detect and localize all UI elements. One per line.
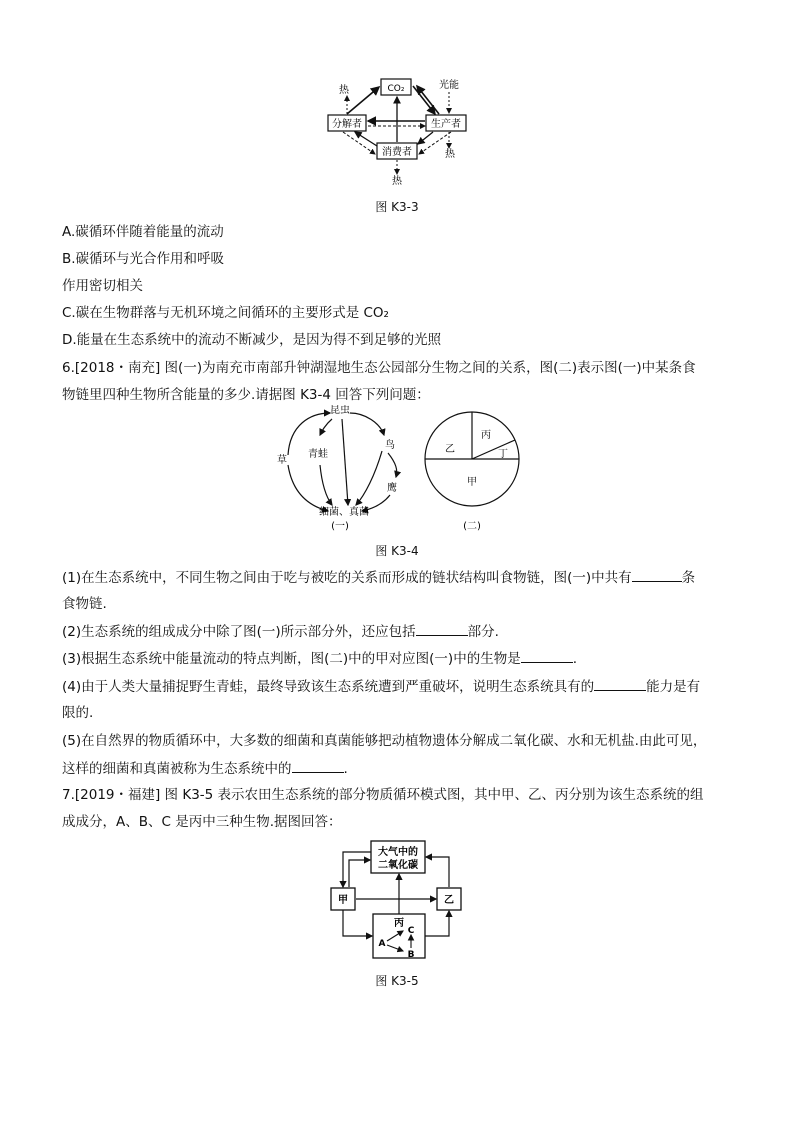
answer-blank[interactable]: [416, 622, 468, 636]
pie-jia-label: 甲: [467, 477, 477, 488]
q6-sub2-text: (2)生态系统的组成成分中除了图(一)所示部分外，还应包括: [62, 624, 416, 640]
consumer-label: 消费者: [382, 147, 412, 158]
q6-sub4-text-end: 能力是有: [646, 679, 701, 695]
q7-stem-line2: 成成分，A、B、C 是丙中三种生物.据图回答：: [62, 814, 342, 830]
q6-sub3-text: (3)根据生态系统中能量流动的特点判断，图(二)中的甲对应图(一)中的生物是: [62, 651, 521, 667]
atmosphere-label-line2: 二氧化碳: [378, 860, 418, 871]
q6-sub5-text: 这样的细菌和真菌被称为生态系统中的: [62, 761, 292, 777]
bird-label: 鸟: [385, 440, 395, 451]
q6-sub4-text: (4)由于人类大量捕捉野生青蛙，最终导致该生态系统遭到严重破坏，说明生态系统具有的: [62, 679, 595, 695]
eagle-label: 鹰: [387, 483, 397, 494]
answer-blank[interactable]: [632, 568, 682, 582]
figure-k3-3: [325, 74, 475, 190]
decomposer-label: 分解者: [332, 119, 362, 130]
figure-k3-5: [325, 838, 475, 963]
organism-a-label: A: [378, 939, 386, 949]
microbes-label: 细菌、真菌: [319, 507, 369, 518]
co2-label: CO₂: [387, 84, 405, 94]
heat-label-bottom: 热: [392, 176, 402, 187]
option-b-line2: 作用密切相关: [62, 278, 143, 294]
q6-sub1-text-end: 条: [681, 570, 696, 586]
figure-k3-5-caption: 图 K3-5: [375, 974, 419, 988]
frog-label: 青蛙: [308, 449, 328, 460]
q6-sub2: [62, 622, 499, 641]
atmosphere-label-line1: 大气中的: [378, 847, 418, 858]
yi-label: 乙: [444, 895, 454, 906]
grass-label: 草: [277, 455, 287, 466]
q6-sub2-text-end: 部分.: [467, 624, 499, 640]
sub-figure-1-label: (一): [331, 521, 349, 532]
q6-sub1-line2: 食物链.: [62, 596, 107, 612]
q6-sub1-text: (1)在生态系统中，不同生物之间由于吃与被吃的关系而形成的链状结构叫食物链，图(一)中共有: [62, 570, 632, 586]
q6-sub3: [62, 649, 577, 668]
figure-k3-3-caption: 图 K3-3: [375, 200, 419, 214]
bing-label: 丙: [394, 918, 404, 929]
option-a: A.碳循环伴随着能量的流动: [62, 224, 224, 240]
answer-blank[interactable]: [521, 649, 573, 663]
q6-stem-line1: 6.[2018・南充] 图(一)为南充市南部升钟湖湿地生态公园部分生物之间的关系，图(二)表示图(一)中某条食: [62, 360, 696, 376]
pie-yi-label: 乙: [445, 444, 455, 455]
answer-blank[interactable]: [292, 759, 344, 773]
q6-sub5-line2: [62, 759, 348, 778]
organism-c-label: C: [407, 926, 415, 936]
insect-label: 昆虫: [330, 405, 350, 416]
pie-bing-label: 丙: [481, 430, 491, 441]
option-d: D.能量在生态系统中的流动不断减少，是因为得不到足够的光照: [62, 332, 442, 348]
pie-ding-label: 丁: [498, 449, 508, 460]
heat-label-left: 热: [339, 85, 349, 96]
figure-k3-4: [270, 405, 520, 535]
heat-label-right: 热: [445, 149, 455, 160]
q7-stem-line1: 7.[2019・福建] 图 K3-5 表示农田生态系统的部分物质循环模式图，其中甲、乙、丙分别为该生态系统的组: [62, 787, 704, 803]
q6-sub4-line1: [62, 677, 700, 696]
sub-figure-2-label: (二): [463, 521, 481, 532]
q6-sub3-text-end: .: [572, 651, 577, 667]
q6-sub5-line1: (5)在自然界的物质循环中，大多数的细菌和真菌能够把动植物遗体分解成二氧化碳、水和无机盐.由此可见，: [62, 733, 707, 749]
q6-stem-line2: 物链里四种生物所含能量的多少.请据图 K3-4 回答下列问题：: [62, 387, 430, 403]
option-b-line1: B.碳循环与光合作用和呼吸: [62, 251, 225, 267]
figure-k3-4-caption: 图 K3-4: [375, 544, 419, 558]
q6-sub1-line1: [62, 568, 695, 587]
producer-label: 生产者: [431, 119, 461, 130]
jia-label: 甲: [338, 895, 348, 906]
q6-sub4-line2: 限的.: [62, 705, 94, 721]
option-c: C.碳在生物群落与无机环境之间循环的主要形式是 CO₂: [62, 305, 389, 321]
light-label: 光能: [439, 80, 459, 91]
answer-blank[interactable]: [594, 677, 646, 691]
organism-b-label: B: [407, 950, 415, 960]
q6-sub5-text-end: .: [343, 761, 348, 777]
